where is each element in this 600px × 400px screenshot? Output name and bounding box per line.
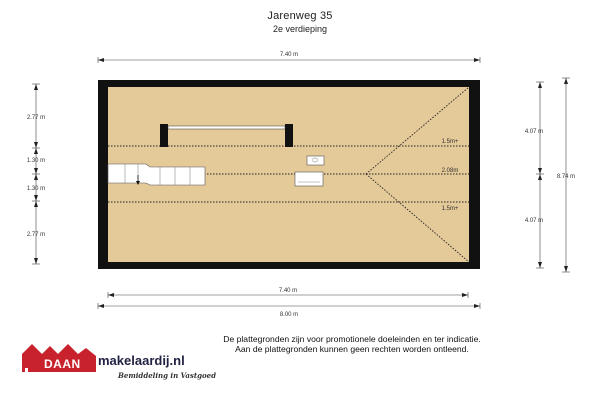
plan-title: Jarenweg 35 — [267, 10, 333, 22]
height-label-lower: 1.5m+ — [441, 206, 459, 212]
right-dim-1: 4.07 m — [524, 129, 544, 135]
brand-tagline: Bemiddeling in Vastgoed — [118, 371, 217, 380]
floor-level-label: 2e verdieping — [272, 24, 328, 34]
top-width-label: 7.40 m — [279, 52, 299, 58]
disclaimer-line-2: Aan de plattegronden kunnen geen rechten worden ontleend. — [235, 344, 469, 354]
brand-daan: DAAN — [44, 357, 81, 371]
bottom-inner-label: 7.40 m — [278, 288, 298, 294]
left-dimension — [27, 84, 45, 264]
bottom-dimensions — [98, 288, 480, 318]
right-dimension — [525, 78, 575, 272]
brand-name: makelaardij.nl — [98, 353, 185, 368]
bottom-outer-label: 8.00 m — [279, 312, 299, 318]
height-label-middle: 2.08m — [441, 168, 459, 174]
left-dim-1: 2.77 m — [26, 115, 46, 121]
top-dimension — [98, 52, 480, 63]
right-dim-2: 4.07 m — [524, 218, 544, 224]
left-dim-3: 1.30 m — [26, 186, 46, 192]
brand-logo — [22, 338, 282, 378]
left-dim-4: 2.77 m — [26, 232, 46, 238]
left-dim-2: 1.30 m — [26, 158, 46, 164]
disclaimer-line-1: De plattegronden zijn voor promotionele doeleinden en ter indicatie. — [223, 334, 481, 344]
right-total-dim: 8.74 m — [556, 174, 576, 180]
staircase — [108, 164, 205, 185]
height-label-upper: 1.5m+ — [441, 139, 459, 145]
